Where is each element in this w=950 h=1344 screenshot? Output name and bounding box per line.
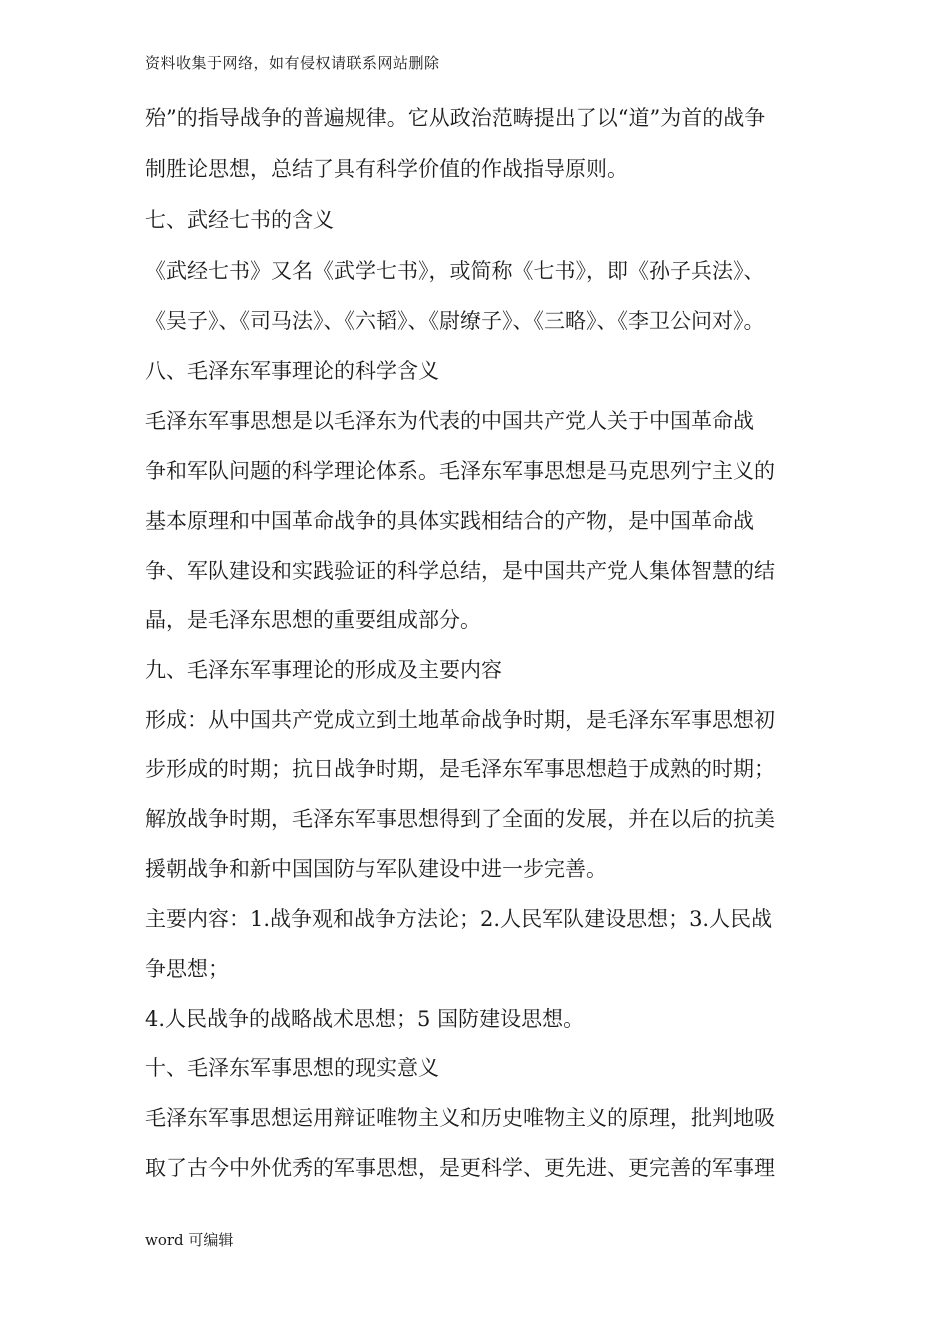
text-line: 毛泽东军事思想是以毛泽东为代表的中国共产党人关于中国革命战 <box>145 409 754 433</box>
text-line: 基本原理和中国革命战争的具体实践相结合的产物，是中国革命战 <box>145 509 754 533</box>
section-heading-8: 八、毛泽东军事理论的科学含义 <box>145 359 439 383</box>
text-line: 4.人民战争的战略战术思想；5 国防建设思想。 <box>145 1007 585 1031</box>
text-line: 解放战争时期，毛泽东军事思想得到了全面的发展，并在以后的抗美 <box>145 807 775 831</box>
text-line: 《吴子》、《司马法》、《六韬》、《尉缭子》、《三略》、《李卫公问对》。 <box>145 309 765 333</box>
text-line: 制胜论思想，总结了具有科学价值的作战指导原则。 <box>145 157 628 181</box>
text-line: 殆”的指导战争的普遍规律。它从政治范畴提出了以“道”为首的战争 <box>145 106 766 130</box>
section-heading-10: 十、毛泽东军事思想的现实意义 <box>145 1056 439 1080</box>
text-line: 形成：从中国共产党成立到土地革命战争时期，是毛泽东军事思想初 <box>145 708 775 732</box>
text-line: 援朝战争和新中国国防与军队建设中进一步完善。 <box>145 857 607 881</box>
page-header: 资料收集于网络，如有侵权请联系网站删除 <box>145 54 440 72</box>
text-line: 晶，是毛泽东思想的重要组成部分。 <box>145 608 481 632</box>
text-line: 争和军队问题的科学理论体系。毛泽东军事思想是马克思列宁主义的 <box>145 459 775 483</box>
section-heading-9: 九、毛泽东军事理论的形成及主要内容 <box>145 658 502 682</box>
text-line: 争、军队建设和实践验证的科学总结，是中国共产党人集体智慧的结 <box>145 559 775 583</box>
section-heading-7: 七、武经七书的含义 <box>145 208 334 232</box>
page-footer: word 可编辑 <box>145 1231 234 1249</box>
text-line: 取了古今中外优秀的军事思想，是更科学、更先进、更完善的军事理 <box>145 1156 775 1180</box>
text-line: 争思想； <box>145 957 229 981</box>
text-line: 主要内容：1.战争观和战争方法论；2.人民军队建设思想；3.人民战 <box>145 907 773 931</box>
text-line: 《武经七书》又名《武学七书》，或简称《七书》，即《孙子兵法》、 <box>145 259 765 283</box>
text-line: 步形成的时期；抗日战争时期，是毛泽东军事思想趋于成熟的时期； <box>145 757 775 781</box>
text-line: 毛泽东军事思想运用辩证唯物主义和历史唯物主义的原理，批判地吸 <box>145 1106 775 1130</box>
